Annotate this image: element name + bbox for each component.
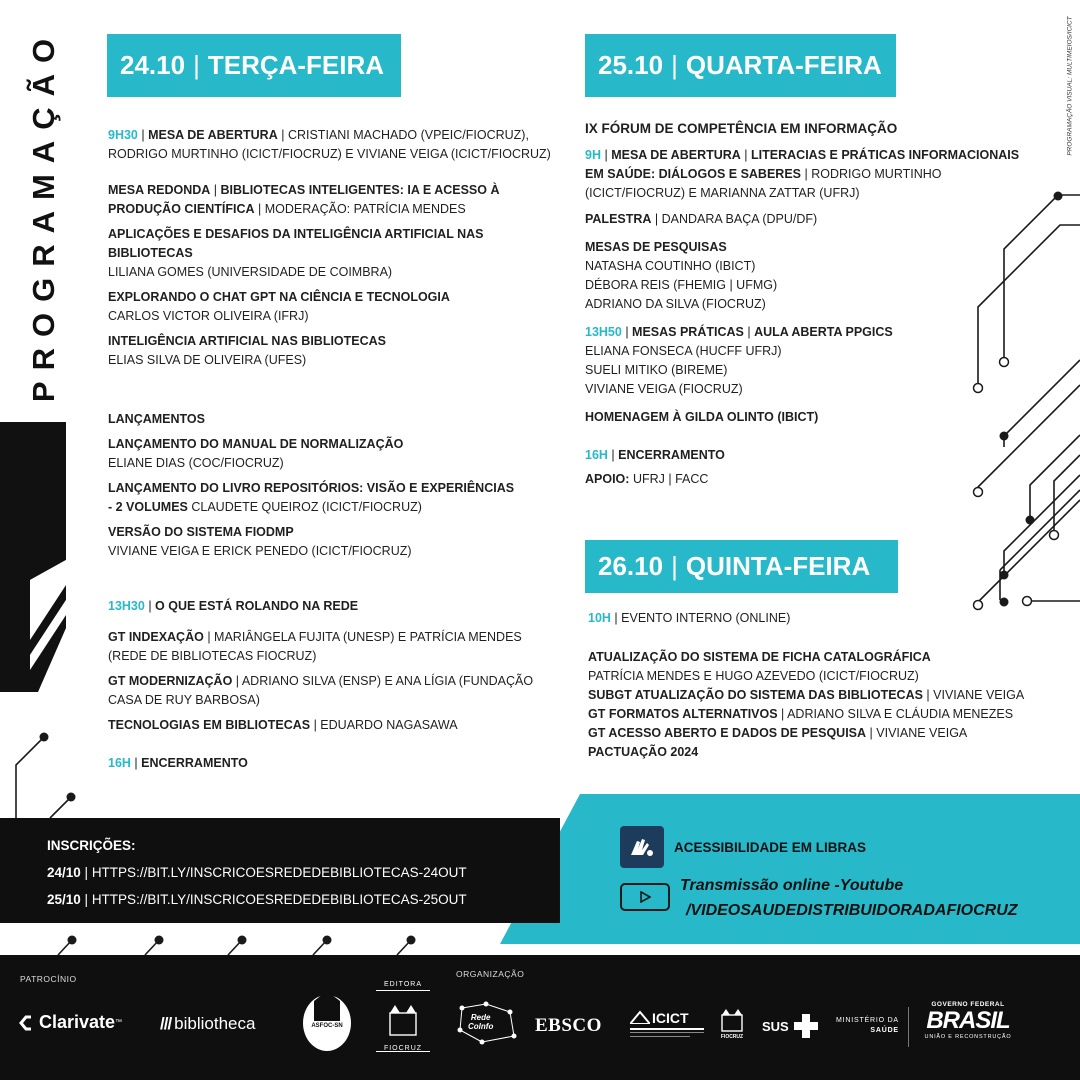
- day1-closing: 16H | ENCERRAMENTO: [108, 756, 248, 770]
- day1-opening-title: MESA DE ABERTURA: [148, 128, 278, 142]
- gt-text-cont: (REDE DE BIBLIOTECAS FIOCRUZ): [108, 649, 317, 663]
- practical-person: ELIANA FONSECA (HUCFF UFRJ): [585, 344, 782, 358]
- play-icon[interactable]: [620, 883, 670, 911]
- gt-text: MARIÂNGELA FUJITA (UNESP) E PATRÍCIA MENDES: [214, 630, 522, 644]
- launch-person: VIVIANE VEIGA E ERICK PENEDO (ICICT/FIOCRUZ): [108, 544, 412, 558]
- brasil-text: BRASIL: [926, 1007, 1010, 1034]
- ministerio-text: MINISTÉRIO DA: [836, 1017, 899, 1024]
- support-text: UFRJ | FACC: [632, 472, 709, 486]
- roundtable-title2: PRODUÇÃO CIENTÍFICA: [108, 202, 255, 216]
- day2-header: 25.10 | QUARTA-FEIRA: [585, 34, 896, 97]
- editora-fiocruz-label: FIOCRUZ: [383, 1045, 423, 1052]
- closing-title: ENCERRAMENTO: [141, 756, 248, 770]
- practical-person: SUELI MITIKO (BIREME): [585, 363, 728, 377]
- design-credit-text: PROGRAMAÇÃO VISUAL: MULTIMEIOS/ICICT: [1066, 16, 1074, 156]
- day3-weekday: QUINTA-FEIRA: [685, 551, 871, 581]
- sus-logo: [762, 1012, 820, 1040]
- roundtable-moderation: MODERAÇÃO: PATRÍCIA MENDES: [264, 202, 466, 216]
- day1-opening-text2: RODRIGO MURTINHO (ICICT/FIOCRUZ) E VIVIANE VEIGA (ICICT/FIOCRUZ): [108, 147, 551, 161]
- day2-tribute: [585, 408, 1025, 427]
- item-title: PACTUAÇÃO 2024: [588, 745, 699, 759]
- day2-opening: 9H | MESA DE ABERTURA | LITERACIAS E PRÁTICAS INFORMACIONAIS EM SAÚDE: DIÁLOGOS E SABERES | RODRIGO MURTINHO (ICICT/FIOCRUZ) E MARIANNA ZATTAR (UFRJ): [585, 148, 1020, 200]
- gt-title: TECNOLOGIAS EM BIBLIOTECAS: [108, 718, 311, 732]
- research-person: DÉBORA REIS (FHEMIG | UFMG): [585, 278, 778, 292]
- day2-closing: 16H | ENCERRAMENTO: [585, 448, 725, 462]
- day1-date: 24.10: [120, 50, 186, 80]
- day2-lecture: PALESTRA | DANDARA BAÇA (DPU/DF): [585, 212, 818, 226]
- governo-federal-logo: [918, 1001, 1018, 1051]
- launch-item: [108, 523, 568, 561]
- day1-weekday: TERÇA-FEIRA: [207, 50, 385, 80]
- sponsor-label: PATROCÍNIO: [20, 974, 77, 984]
- page-title-vertical: [24, 27, 64, 403]
- item-title: SUBGT ATUALIZAÇÃO DO SISTEMA DAS BIBLIOTECAS: [588, 688, 923, 702]
- list-item: [588, 743, 1048, 762]
- day1-opening: 9H30 | MESA DE ABERTURA | CRISTIANI MACHADO (VPEIC/FIOCRUZ), RODRIGO MURTINHO (ICICT/FIOCRUZ) E VIVIANE VEIGA (ICICT/FIOCRUZ): [108, 128, 551, 161]
- icict-logo: [630, 1010, 704, 1044]
- accessibility-band: [500, 794, 1080, 944]
- registration-line: 25/10 | HTTPS://BIT.LY/INSCRICOESREDEDEBIBLIOTECAS-25OUT: [47, 892, 467, 907]
- talk-item: [108, 225, 568, 282]
- day2-opening-text-cont: (ICICT/FIOCRUZ) E MARIANNA ZATTAR (UFRJ): [585, 186, 860, 200]
- sus-text: SUS: [762, 1018, 789, 1034]
- editora-label: EDITORA: [384, 981, 422, 988]
- research-person: ADRIANO DA SILVA (FIOCRUZ): [585, 297, 766, 311]
- item-title: GT ACESSO ABERTO E DADOS DE PESQUISA: [588, 726, 867, 740]
- launch-title: LANÇAMENTO DO MANUAL DE NORMALIZAÇÃO: [108, 437, 404, 451]
- research-person: NATASHA COUTINHO (IBICT): [585, 259, 756, 273]
- launches-title: LANÇAMENTOS: [108, 412, 205, 426]
- gt-text-cont: CASA DE RUY BARBOSA): [108, 693, 260, 707]
- registration-line: 24/10 | HTTPS://BIT.LY/INSCRICOESREDEDEBIBLIOTECAS-24OUT: [47, 865, 467, 880]
- item-text: VIVIANE VEIGA: [933, 688, 1025, 702]
- bibliotheca-text: bibliotheca: [174, 1014, 256, 1033]
- day1-schedule: [108, 126, 568, 783]
- day3-items: [588, 648, 1048, 762]
- closing-title: ENCERRAMENTO: [618, 448, 725, 462]
- icict-text: ICICT: [652, 1010, 689, 1026]
- practical-time: 13H50: [585, 325, 622, 339]
- gt-text: ADRIANO SILVA (ENSP) E ANA LÍGIA (FUNDAÇÃO: [241, 674, 534, 688]
- editora-fiocruz-logo: [376, 981, 430, 1052]
- fiocruz-text: FIOCRUZ: [720, 1034, 744, 1040]
- talk-item: [108, 332, 568, 370]
- day1-header: 24.10 | TERÇA-FEIRA: [107, 34, 401, 97]
- talk-title: EXPLORANDO O CHAT GPT NA CIÊNCIA E TECNOLOGIA: [108, 290, 450, 304]
- day2-weekday: QUARTA-FEIRA: [685, 50, 882, 80]
- roundtable-label: MESA REDONDA: [108, 183, 211, 197]
- item-text: VIVIANE VEIGA: [876, 726, 968, 740]
- list-item: [588, 648, 1048, 667]
- item-text: PATRÍCIA MENDES E HUGO AZEVEDO (ICICT/FIOCRUZ): [588, 669, 919, 683]
- day3-event: 10H | EVENTO INTERNO (ONLINE): [588, 611, 791, 625]
- list-item: SUBGT ATUALIZAÇÃO DO SISTEMA DAS BIBLIOTECAS | VIVIANE VEIGA: [588, 688, 1025, 702]
- lecture-speaker: DANDARA BAÇA (DPU/DF): [661, 212, 818, 226]
- day2-opening-subtitle: LITERACIAS E PRÁTICAS INFORMACIONAIS: [751, 148, 1020, 162]
- registration-link[interactable]: HTTPS://BIT.LY/INSCRICOESREDEDEBIBLIOTECAS-24OUT: [91, 865, 467, 880]
- day2-opening-title: MESA DE ABERTURA: [611, 148, 741, 162]
- gt-title: GT INDEXAÇÃO: [108, 630, 204, 644]
- registration-info: [47, 832, 467, 913]
- practical-subtitle: AULA ABERTA PPGICS: [754, 325, 893, 339]
- list-item: [588, 667, 1048, 686]
- day2-practical: 13H50 | MESAS PRÁTICAS | AULA ABERTA PPGICS ELIANA FONSECA (HUCFF UFRJ) SUELI MITIKO (BIREME) VIVIANE VEIGA (FIOCRUZ): [585, 325, 893, 396]
- design-credit: [1064, 10, 1076, 162]
- footer: [0, 955, 1080, 1080]
- hands-sign-language-icon: [620, 826, 664, 868]
- bibliotheca-logo: /// bibliotheca: [160, 1014, 256, 1033]
- closing-time: 16H: [585, 448, 608, 462]
- launch-title: VERSÃO DO SISTEMA FIODMP: [108, 525, 294, 539]
- uniao-reconstrucao-text: UNIÃO E RECONSTRUÇÃO: [924, 1034, 1012, 1040]
- registration-date: 24/10: [47, 865, 81, 880]
- registration-date: 25/10: [47, 892, 81, 907]
- practical-title: MESAS PRÁTICAS: [632, 325, 744, 339]
- launch-item: [108, 479, 568, 517]
- day1-opening-text1: CRISTIANI MACHADO (VPEIC/FIOCRUZ),: [287, 128, 529, 142]
- afternoon-time: 13H30: [108, 599, 145, 613]
- day2-research: [585, 238, 1025, 314]
- stream-label: Transmissão online -Youtube: [680, 877, 904, 894]
- list-item: GT FORMATOS ALTERNATIVOS | ADRIANO SILVA E CLÁUDIA MENEZES: [588, 707, 1014, 721]
- governo-federal-text: GOVERNO FEDERAL: [931, 1001, 1005, 1008]
- list-item: GT ACESSO ABERTO E DADOS DE PESQUISA | VIVIANE VEIGA: [588, 726, 968, 740]
- event-text: EVENTO INTERNO (ONLINE): [621, 611, 791, 625]
- asfoc-logo: [300, 987, 354, 1053]
- event-time: 10H: [588, 611, 611, 625]
- launch-person: CLAUDETE QUEIROZ (ICICT/FIOCRUZ): [191, 500, 422, 514]
- day2-support: [585, 470, 1025, 489]
- talk-speaker: LILIANA GOMES (UNIVERSIDADE DE COIMBRA): [108, 265, 393, 279]
- item-text: ADRIANO SILVA E CLÁUDIA MENEZES: [787, 707, 1014, 721]
- afternoon-title: O QUE ESTÁ ROLANDO NA REDE: [155, 599, 359, 613]
- clarivate-text: Clarivate: [39, 1012, 116, 1032]
- gt-item: TECNOLOGIAS EM BIBLIOTECAS | EDUARDO NAGASAWA: [108, 718, 458, 732]
- day1-opening-time: 9H30: [108, 128, 138, 142]
- launch-title: LANÇAMENTO DO LIVRO REPOSITÓRIOS: VISÃO E EXPERIÊNCIAS: [108, 481, 515, 495]
- talk-item: [108, 288, 568, 326]
- roundtable-title1: BIBLIOTECAS INTELIGENTES: IA E ACESSO À: [220, 183, 500, 197]
- tribute-text: HOMENAGEM À GILDA OLINTO (IBICT): [585, 410, 819, 424]
- item-title: GT FORMATOS ALTERNATIVOS: [588, 707, 778, 721]
- forum-title: IX FÓRUM DE COMPETÊNCIA EM INFORMAÇÃO: [585, 121, 898, 136]
- organization-label: ORGANIZAÇÃO: [456, 969, 525, 979]
- practical-person: VIVIANE VEIGA (FIOCRUZ): [585, 382, 743, 396]
- rede-colnfo-logo: [456, 1000, 518, 1046]
- clarivate-logo: Clarivate ™: [18, 1012, 122, 1033]
- talk-speaker: CARLOS VICTOR OLIVEIRA (IFRJ): [108, 309, 309, 323]
- lecture-title: PALESTRA: [585, 212, 652, 226]
- registration-link[interactable]: HTTPS://BIT.LY/INSCRICOESREDEDEBIBLIOTECAS-25OUT: [91, 892, 467, 907]
- ebsco-logo: EBSCO: [535, 1015, 602, 1036]
- stream-channel-link[interactable]: /VIDEOSAUDEDISTRIBUIDORADAFIOCRUZ: [686, 902, 1018, 919]
- day1-afternoon: 13H30 | O QUE ESTÁ ROLANDO NA REDE: [108, 599, 359, 613]
- day2-opening-subtitle-cont: EM SAÚDE: DIÁLOGOS E SABERES: [585, 167, 801, 181]
- day3-date: 26.10: [598, 551, 664, 581]
- gt-title: GT MODERNIZAÇÃO: [108, 674, 233, 688]
- fiocruz-logo: [718, 1007, 746, 1043]
- launches-header: [108, 410, 568, 429]
- gt-item: GT MODERNIZAÇÃO | ADRIANO SILVA (ENSP) E ANA LÍGIA (FUNDAÇÃO CASA DE RUY BARBOSA): [108, 674, 534, 707]
- launch-item: [108, 435, 568, 473]
- asfoc-text: ASFOC-SN: [311, 1023, 343, 1029]
- talk-speaker: ELIAS SILVA DE OLIVEIRA (UFES): [108, 353, 307, 367]
- libras-label: ACESSIBILIDADE EM LIBRAS: [674, 840, 867, 855]
- research-title: MESAS DE PESQUISAS: [585, 240, 727, 254]
- day3-schedule: [588, 609, 1048, 762]
- item-title: ATUALIZAÇÃO DO SISTEMA DE FICHA CATALOGRÁFICA: [588, 650, 931, 664]
- gt-item: GT INDEXAÇÃO | MARIÂNGELA FUJITA (UNESP) E PATRÍCIA MENDES (REDE DE BIBLIOTECAS FIOCRUZ): [108, 630, 522, 663]
- logo-divider: [908, 1007, 909, 1047]
- day3-header: 26.10 | QUINTA-FEIRA: [585, 540, 898, 593]
- rede-text: Rede: [470, 1013, 491, 1022]
- day2-schedule: [585, 119, 1025, 499]
- launch-title-cont: - 2 VOLUMES: [108, 500, 188, 514]
- closing-time: 16H: [108, 756, 131, 770]
- gt-text: EDUARDO NAGASAWA: [320, 718, 458, 732]
- day2-opening-text: RODRIGO MURTINHO: [811, 167, 942, 181]
- ministerio-saude-logo: [836, 1016, 899, 1036]
- registration-header: INSCRIÇÕES:: [47, 838, 136, 853]
- talk-title: APLICAÇÕES E DESAFIOS DA INTELIGÊNCIA ARTIFICIAL NAS BIBLIOTECAS: [108, 227, 484, 260]
- day2-date: 25.10: [598, 50, 664, 80]
- colnfo-text: Colnfo: [468, 1022, 494, 1031]
- day2-opening-time: 9H: [585, 148, 601, 162]
- support-label: APOIO:: [585, 472, 630, 486]
- day1-roundtable: MESA REDONDA | BIBLIOTECAS INTELIGENTES: IA E ACESSO À PRODUÇÃO CIENTÍFICA | MODERAÇÃO: PATRÍCIA MENDES: [108, 183, 500, 216]
- launch-person: ELIANE DIAS (COC/FIOCRUZ): [108, 456, 284, 470]
- page-title: PROGRAMAÇÃO: [26, 27, 61, 403]
- talk-title: INTELIGÊNCIA ARTIFICIAL NAS BIBLIOTECAS: [108, 334, 387, 348]
- saude-text: SAÚDE: [870, 1027, 899, 1034]
